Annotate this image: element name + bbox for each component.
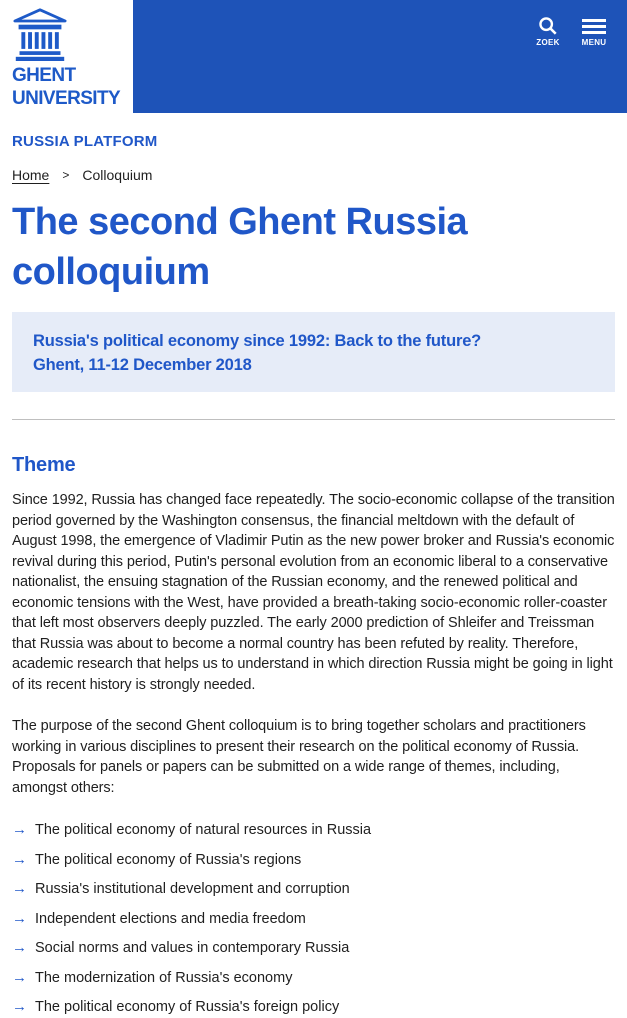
- arrow-right-icon: →: [12, 998, 27, 1015]
- list-item-text: Russia's institutional development and corruption: [35, 881, 350, 897]
- theme-heading: Theme: [12, 454, 76, 476]
- header-blue-bar: [133, 0, 627, 113]
- breadcrumb-home-link[interactable]: Home: [12, 167, 50, 183]
- event-subtitle: Russia's political economy since 1992: Back to the future?: [33, 332, 482, 350]
- arrow-right-icon: →: [12, 850, 27, 868]
- breadcrumb-separator: >: [62, 168, 70, 182]
- hamburger-menu-icon: [582, 16, 606, 36]
- menu-label: MENU: [581, 38, 607, 47]
- university-logo[interactable]: [12, 7, 132, 110]
- arrow-right-icon: →: [12, 968, 27, 986]
- breadcrumb: [12, 167, 615, 183]
- page-title: The second Ghent Russia colloquium: [12, 201, 468, 293]
- search-button[interactable]: [532, 16, 564, 47]
- list-item-text: Social norms and values in contemporary Russia: [35, 940, 350, 956]
- list-item: [12, 938, 615, 959]
- logo-wordmark-line2: UNIVERSITY: [12, 88, 121, 109]
- list-item-text: The political economy of Russia's regions: [35, 851, 302, 868]
- list-item-text: The political economy of Russia's foreign policy: [35, 999, 340, 1015]
- search-icon: [538, 16, 558, 36]
- logo-wordmark-line1: GHENT: [12, 65, 76, 86]
- arrow-right-icon: →: [12, 880, 27, 897]
- topics-list: [12, 820, 615, 1018]
- list-item: [12, 820, 615, 841]
- site-section-title[interactable]: RUSSIA PLATFORM: [12, 133, 158, 150]
- event-highlight-box: [12, 312, 615, 392]
- list-item-text: The modernization of Russia's economy: [35, 969, 293, 986]
- section-divider: [12, 419, 615, 420]
- list-item: [12, 968, 615, 989]
- breadcrumb-current: Colloquium: [82, 167, 153, 183]
- theme-paragraph-1: Since 1992, Russia has changed face repeatedly. The socio-economic collapse of the transition period governed by the Washington consensus, the financial meltdown with the default of August 1998, the emergence of Vladimir Putin as the new power broker and Russia's economic revival during this period, Putin's personal evolution from an economic liberal to a conservative nationalist, the ensuing stagnation of the Russian economy, and the renewed political and economic tensions with the West, have provided a breath-taking socio-economic roller-coaster that left most observers deeply puzzled. The early 2000 prediction of Shleifer and Treissman that Russia was about to become a normal country has been refuted by reality. Therefore, academic research that helps us to understand in which direction Russia might be going in light of its recent history is strongly needed.: [12, 492, 615, 693]
- arrow-right-icon: →: [12, 821, 27, 838]
- list-item: [12, 879, 615, 900]
- menu-button[interactable]: [578, 16, 610, 47]
- search-label: ZOEK: [536, 38, 560, 47]
- list-item: [12, 997, 615, 1018]
- list-item: [12, 850, 615, 871]
- event-date-location: Ghent, 11-12 December 2018: [33, 356, 252, 374]
- list-item: [12, 909, 615, 930]
- arrow-right-icon: →: [12, 939, 27, 956]
- list-item-text: Independent elections and media freedom: [35, 910, 306, 927]
- main-content: [0, 133, 627, 1018]
- theme-paragraph-2: The purpose of the second Ghent colloquium is to bring together scholars and practitioners working in various disciplines to present their research on the political economy of Russia. Proposals for panels or papers can be submitted on a wide range of themes, including, amongst others:: [12, 718, 586, 796]
- university-building-icon: [12, 7, 132, 61]
- arrow-right-icon: →: [12, 909, 27, 927]
- site-header: [0, 0, 627, 113]
- list-item-text: The political economy of natural resources in Russia: [35, 822, 372, 838]
